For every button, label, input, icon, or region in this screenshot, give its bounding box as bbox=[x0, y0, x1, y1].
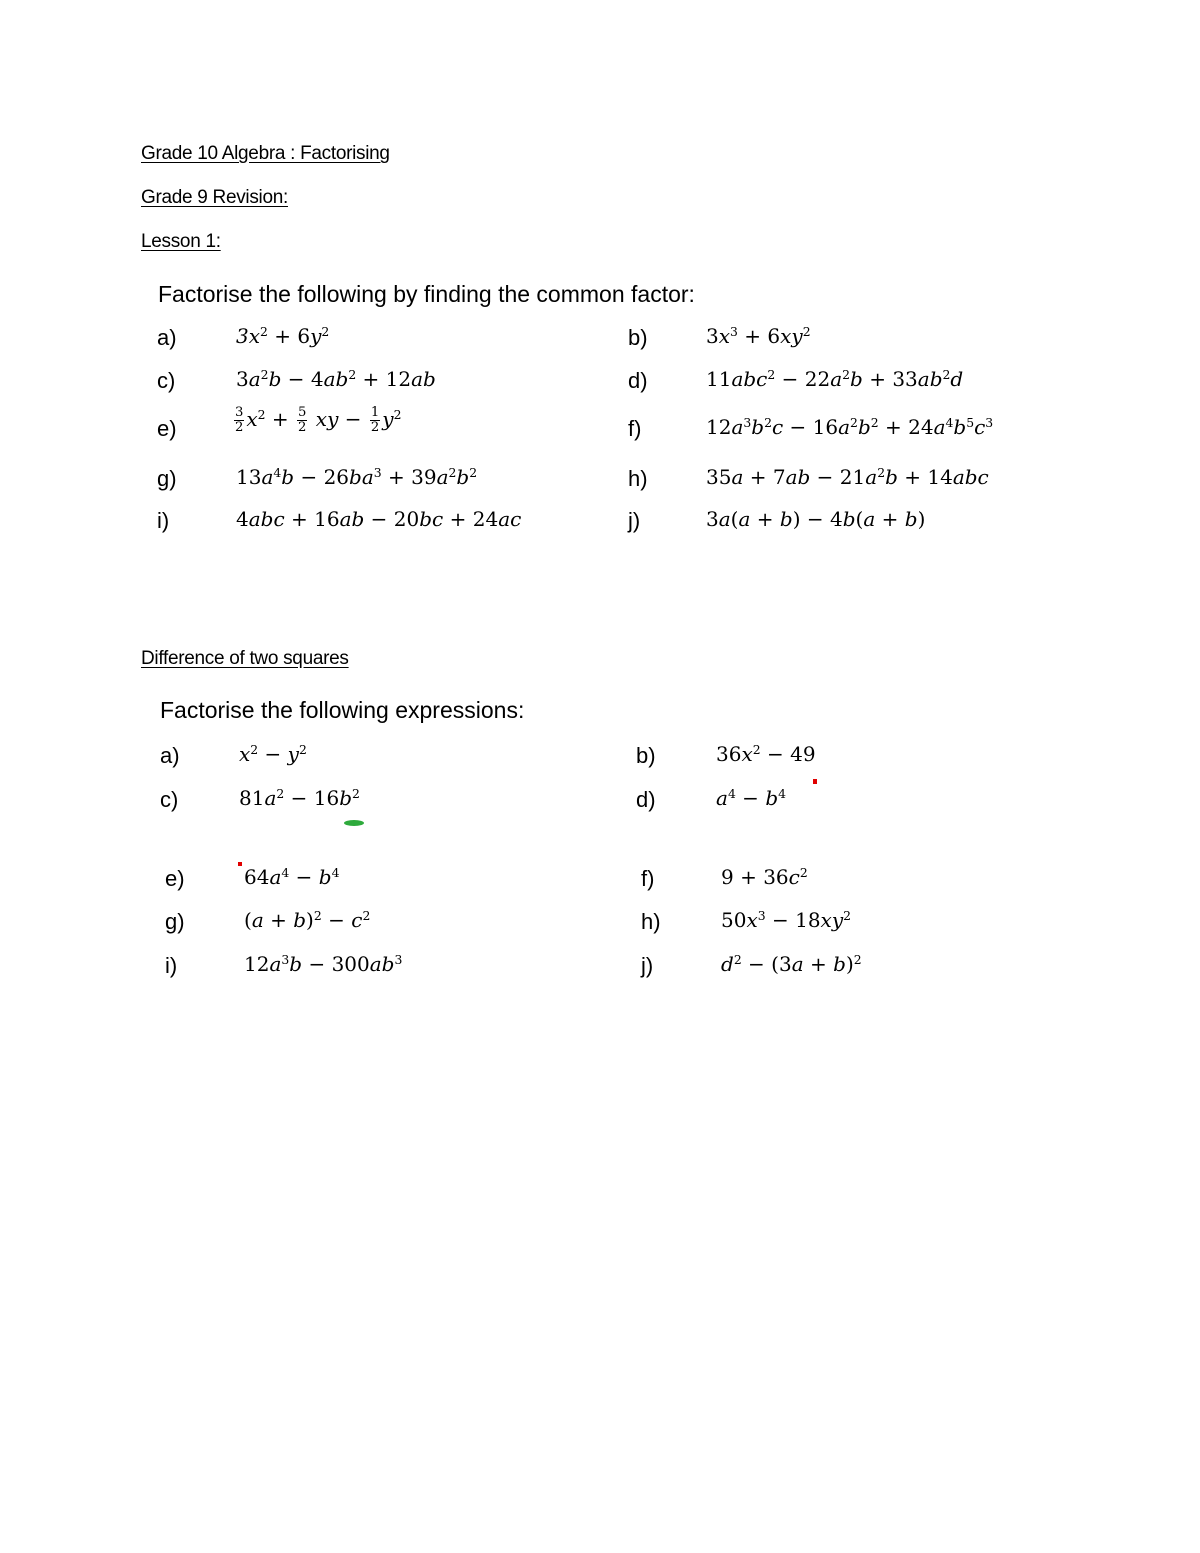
section2-heading: Difference of two squares bbox=[141, 648, 349, 669]
s2-label-g: g) bbox=[165, 909, 185, 934]
lesson-heading: Lesson 1: bbox=[141, 231, 221, 252]
s1-expr-e: $\frac{3}{2}$ $x^2$ + $\frac{5}{2}$ xy − $\frac{1}{2}$ $y^2$ bbox=[235, 405, 402, 435]
s2-label-i: i) bbox=[165, 953, 178, 978]
s1-expr-c: $3a^2b - 4ab^2 + 12ab$ bbox=[236, 367, 436, 391]
red-dot-mark bbox=[238, 862, 242, 866]
s2-label-j: j) bbox=[641, 953, 654, 978]
s1-label-b: b) bbox=[628, 325, 648, 350]
s2-expr-b: $36x^2 - 49$ bbox=[716, 742, 816, 766]
s1-label-d: d) bbox=[628, 368, 648, 393]
s1-expr-h: $35a + 7ab - 21a^2b + 14abc$ bbox=[706, 465, 989, 489]
s1-label-f: f) bbox=[628, 416, 642, 441]
s2-expr-d: $a^4 - b^4$ bbox=[716, 786, 787, 810]
s1-label-i: i) bbox=[157, 508, 170, 533]
green-dash-mark bbox=[344, 820, 364, 826]
s1-label-c: c) bbox=[157, 368, 176, 393]
s2-expr-a: $x^2 - y^2$ bbox=[239, 742, 307, 766]
page-title: Grade 10 Algebra : Factorising bbox=[141, 143, 390, 164]
s2-expr-i: $12a^3b - 300ab^3$ bbox=[244, 952, 403, 976]
s2-label-e: e) bbox=[165, 866, 185, 891]
s1-expr-d: $11abc^2 - 22a^2b + 33ab^2d$ bbox=[706, 367, 964, 391]
s2-expr-j: $d^2 - (3a + b)^2$ bbox=[721, 952, 862, 976]
s2-expr-f: $9 + 36c^2$ bbox=[721, 865, 808, 889]
red-dot-mark bbox=[813, 779, 817, 784]
s1-label-e: e) bbox=[157, 416, 177, 441]
s1-label-a: a) bbox=[157, 325, 177, 350]
revision-heading: Grade 9 Revision: bbox=[141, 187, 288, 208]
s2-label-d: d) bbox=[636, 787, 656, 812]
s1-expr-a: $3x^2 + 6y^2$ bbox=[236, 324, 330, 348]
s1-expr-g: $13a^4b - 26ba^3 + 39a^2b^2$ bbox=[236, 465, 478, 489]
s1-expr-i: 4abc + 16ab − 20bc + 24ac bbox=[236, 507, 522, 531]
s2-expr-h: $50x^3 - 18xy^2$ bbox=[721, 908, 852, 932]
s2-label-f: f) bbox=[641, 866, 655, 891]
s2-label-a: a) bbox=[160, 743, 180, 768]
s2-expr-e: $64a^4 - b^4$ bbox=[244, 865, 340, 889]
s1-label-h: h) bbox=[628, 466, 648, 491]
section1-instruction: Factorise the following by finding the common factor: bbox=[158, 281, 695, 307]
s1-label-g: g) bbox=[157, 466, 177, 491]
s2-label-c: c) bbox=[160, 787, 179, 812]
s1-label-j: j) bbox=[628, 508, 641, 533]
s2-expr-c: $81a^2 - 16b^2$ bbox=[239, 786, 360, 810]
s1-expr-j: 3a(a + b) − 4b(a + b) bbox=[706, 507, 926, 531]
s2-expr-g: $(a + b)^2 - c^2$ bbox=[244, 908, 371, 932]
s1-expr-f: $12a^3b^2c - 16a^2b^2 + 24a^4b^5c^3$ bbox=[706, 415, 994, 439]
s2-label-h: h) bbox=[641, 909, 661, 934]
section2-instruction: Factorise the following expressions: bbox=[160, 697, 525, 723]
s1-expr-b: $3x^3 + 6xy^2$ bbox=[706, 324, 811, 348]
s2-label-b: b) bbox=[636, 743, 656, 768]
